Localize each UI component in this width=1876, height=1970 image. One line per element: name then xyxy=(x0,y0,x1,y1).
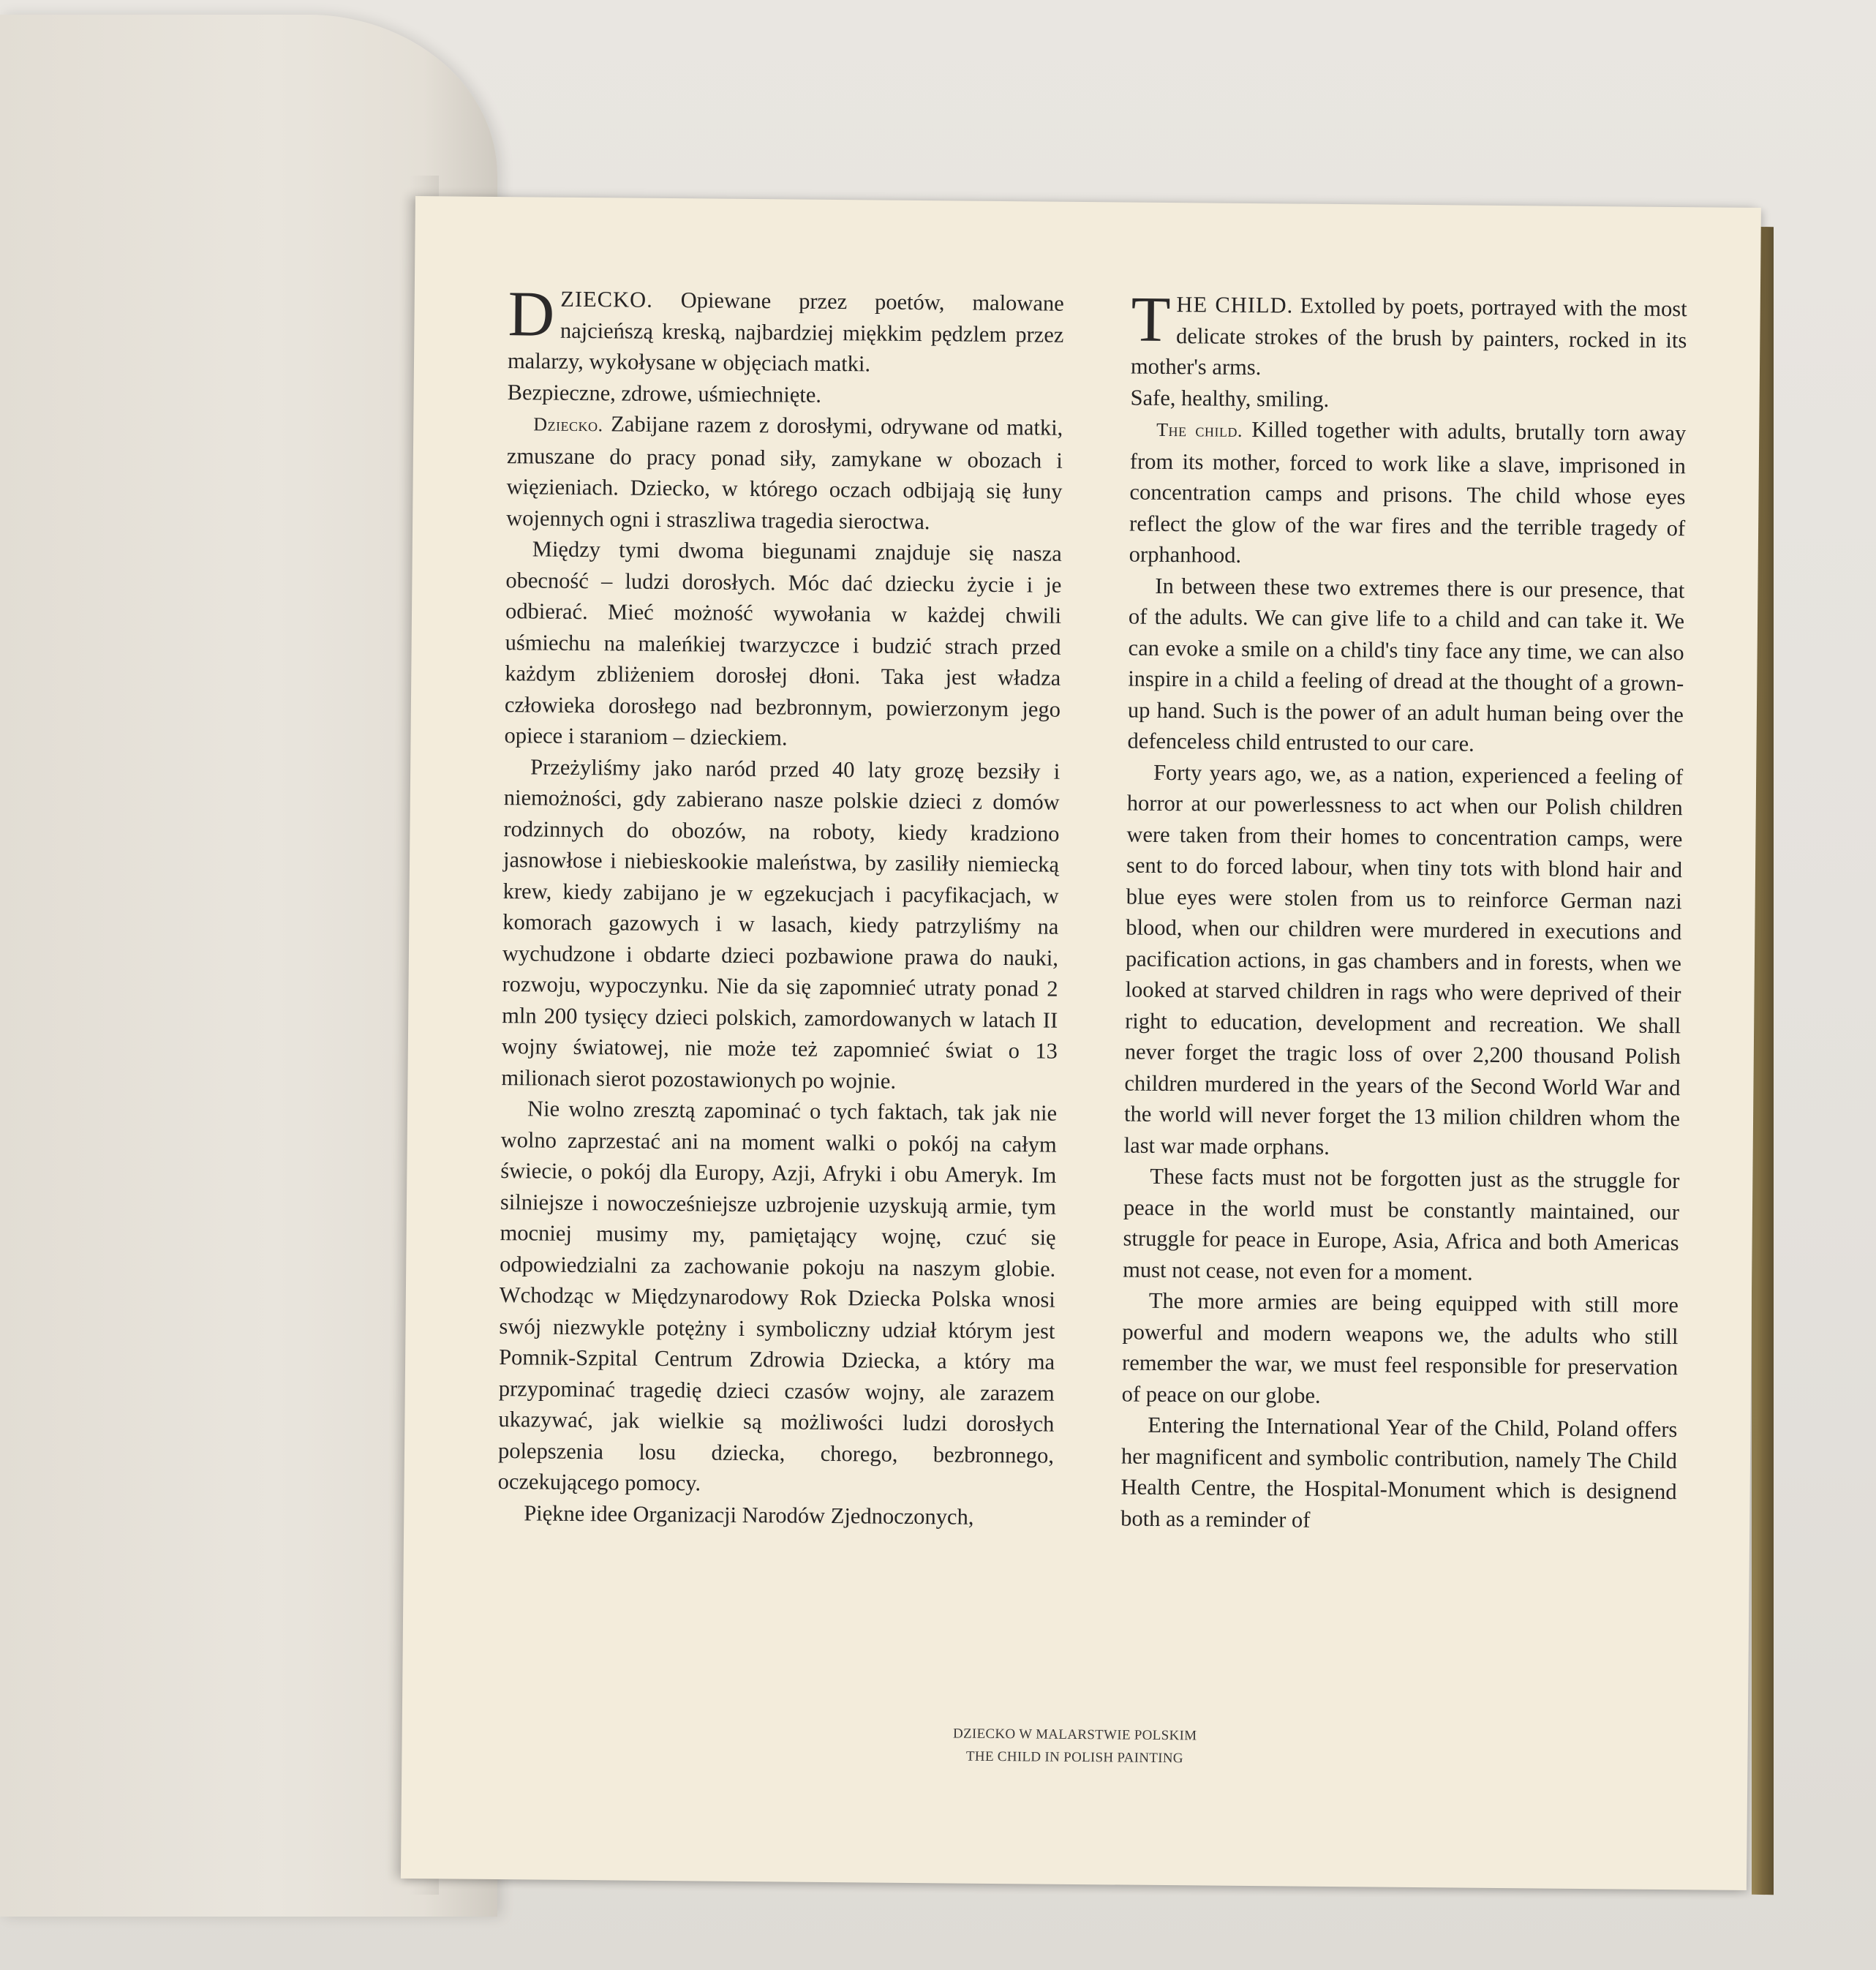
english-paragraph-3 xyxy=(1129,413,1687,575)
polish-lead-word: ZIECKO. xyxy=(560,286,653,312)
right-page xyxy=(401,196,1761,1890)
english-paragraph-3-lead: The child. xyxy=(1156,418,1243,441)
polish-paragraph-3-text: Zabijane razem z dorosłymi, odrywane od matki, zmuszane do pracy ponad siły, zamykane w obozach i więzieniach. Dziecko, w którego oczach odbijają się łuny wojennych ogni i straszliwa tragedia sieroctwa. xyxy=(506,411,1063,534)
polish-dropcap: D xyxy=(508,279,555,350)
english-paragraph-2: Safe, healthy, smiling. xyxy=(1130,385,1330,412)
polish-paragraph-3 xyxy=(506,407,1063,538)
english-text-column xyxy=(1120,284,1687,1539)
english-dropcap: T xyxy=(1131,284,1171,356)
english-paragraph-7: The more armies are being equipped with still more powerful and modern weapons we, the adults who still remember the war, we must feel responsible for preservation of peace on our globe. xyxy=(1121,1287,1679,1408)
english-paragraph-8: Entering the International Year of the Child, Poland offers her magnificent and symbolic contribution, namely The Child Health Centre, the Hospital-Monument which is designend both as a reminder of xyxy=(1120,1412,1678,1533)
english-paragraph-4: In between these two extremes there is our presence, that of the adults. We can give life to a child and can take it. We can evoke a smile on a child's tiny face any time, we can also inspire in a child a feeling of dread at the thought of a grown-up hand. Such is the power of an adult human being over the defenceless child entrusted to our care. xyxy=(1127,573,1685,756)
polish-paragraph-3-lead: Dziecko. xyxy=(533,413,603,436)
english-paragraph-1 xyxy=(1130,284,1687,387)
polish-paragraph-6: Nie wolno zresztą zapominać o tych faktach, tak jak nie wolno zaprzestać ani na moment walki o pokój na całym świecie, o pokój dla Europy, Azji, Afryki i obu Ameryk. Im silniejsze i nowocześniejsze uzbrojenie uzyskują armie, tym mocniej musimy my, pamiętający wojnę, czuć się odpowiedzialni za zachowanie pokoju na naszym globie. Wchodząc w Międzynarodowy Rok Dziecka Polska wnosi swój niezwykle potężny i symboliczny udział którym jest Pomnik-Szpital Centrum Zdrowia Dziecka, a który ma przypominać tragedię dzieci czasów wojny, ale zarazem ukazywać, jak wielkie są możliwości ludzi dorosłych polepszenia losu dziecka, chorego, bezbronnego, oczekującego pomocy. xyxy=(497,1096,1058,1496)
running-footer xyxy=(402,1718,1747,1775)
polish-paragraph-5: Przeżyliśmy jako naród przed 40 laty grozę bezsiły i niemożności, gdy zabierano nasze polskie dzieci z domów rodzinnych do obozów, na roboty, kiedy kradziono jasnowłose i niebieskookie maleństwa, by zasiliły niemiecką krew, kiedy zabijano je w egzekucjach i pacyfikacjach, w komorach gazowych i w lasach, kiedy patrzyliśmy na wychudzone i obdarte dzieci pozbawione prawa do nauki, rozwoju, wypoczynku. Nie da się zapomnieć utraty ponad 2 mln 200 tysięcy dzieci polskich, zamordowanych w latach II wojny światowej, nie może też zapomnieć świat o 13 milionach sierot pozostawionych po wojnie. xyxy=(501,753,1061,1094)
polish-paragraph-1 xyxy=(507,279,1064,381)
footer-title-polish: DZIECKO W MALARSTWIE POLSKIM xyxy=(952,1726,1197,1744)
footer-title-english: THE CHILD IN POLISH PAINTING xyxy=(965,1748,1183,1767)
english-paragraph-5: Forty years ago, we, as a nation, experienced a feeling of horror at our powerlessness to act when our Polish children were taken from their homes to concentration camps, were sent to do forced labour, when tiny tots with blond hair and blue eyes were stolen from us to reinforce German nazi blood, when our children were murdered in executions and pacification actions, in gas chambers and in forests, when we looked at starved children in rags who were deprived of their right to education, development and recreation. We shall never forget the tragic loss of over 2,200 thousand Polish children murdered in the years of the Second World War and the world will never forget the 13 milion children whom the last war made orphans. xyxy=(1123,759,1684,1159)
polish-paragraph-1-text: Opiewane przez poetów, malowane najcieńszą kreską, najbardziej miękkim pędzlem przez malarzy, wykołysane w objęciach matki. xyxy=(507,287,1064,377)
polish-paragraph-7: Piękne idee Organizacji Narodów Zjednoczonych, xyxy=(524,1500,974,1530)
polish-paragraph-4: Między tymi dwoma biegunami znajduje się nasza obecność – ludzi dorosłych. Móc dać dziecku życie i je odbierać. Mieć możność wywołania w każdej chwili uśmiechu na maleńkiej twarzyczce i budzić strach przed każdym zbliżeniem dorosłej dłoni. Taka jest władza człowieka dorosłego nad bezbronnym, powierzonym jego opiece i staraniom – dzieckiem. xyxy=(504,536,1062,751)
english-paragraph-3-text: Killed together with adults, brutally torn away from its mother, forced to work like a slave, imprisoned in concentration camps and prisons. The child whose eyes reflect the glow of the war fires and the terrible tragedy of orphanhood. xyxy=(1129,416,1687,568)
english-paragraph-1-text: Extolled by poets, portrayed with the most delicate strokes of the brush by painters, rocked in its mother's arms. xyxy=(1130,293,1687,380)
polish-text-column xyxy=(497,279,1064,1533)
english-lead-word: HE CHILD. xyxy=(1176,292,1294,318)
english-paragraph-6: These facts must not be forgotten just as the struggle for peace in the world must be constantly maintained, our struggle for peace in Europe, Asia, Africa and both Americas must not cease, not even for a moment. xyxy=(1123,1163,1680,1285)
polish-paragraph-2: Bezpieczne, zdrowe, uśmiechnięte. xyxy=(507,379,822,407)
